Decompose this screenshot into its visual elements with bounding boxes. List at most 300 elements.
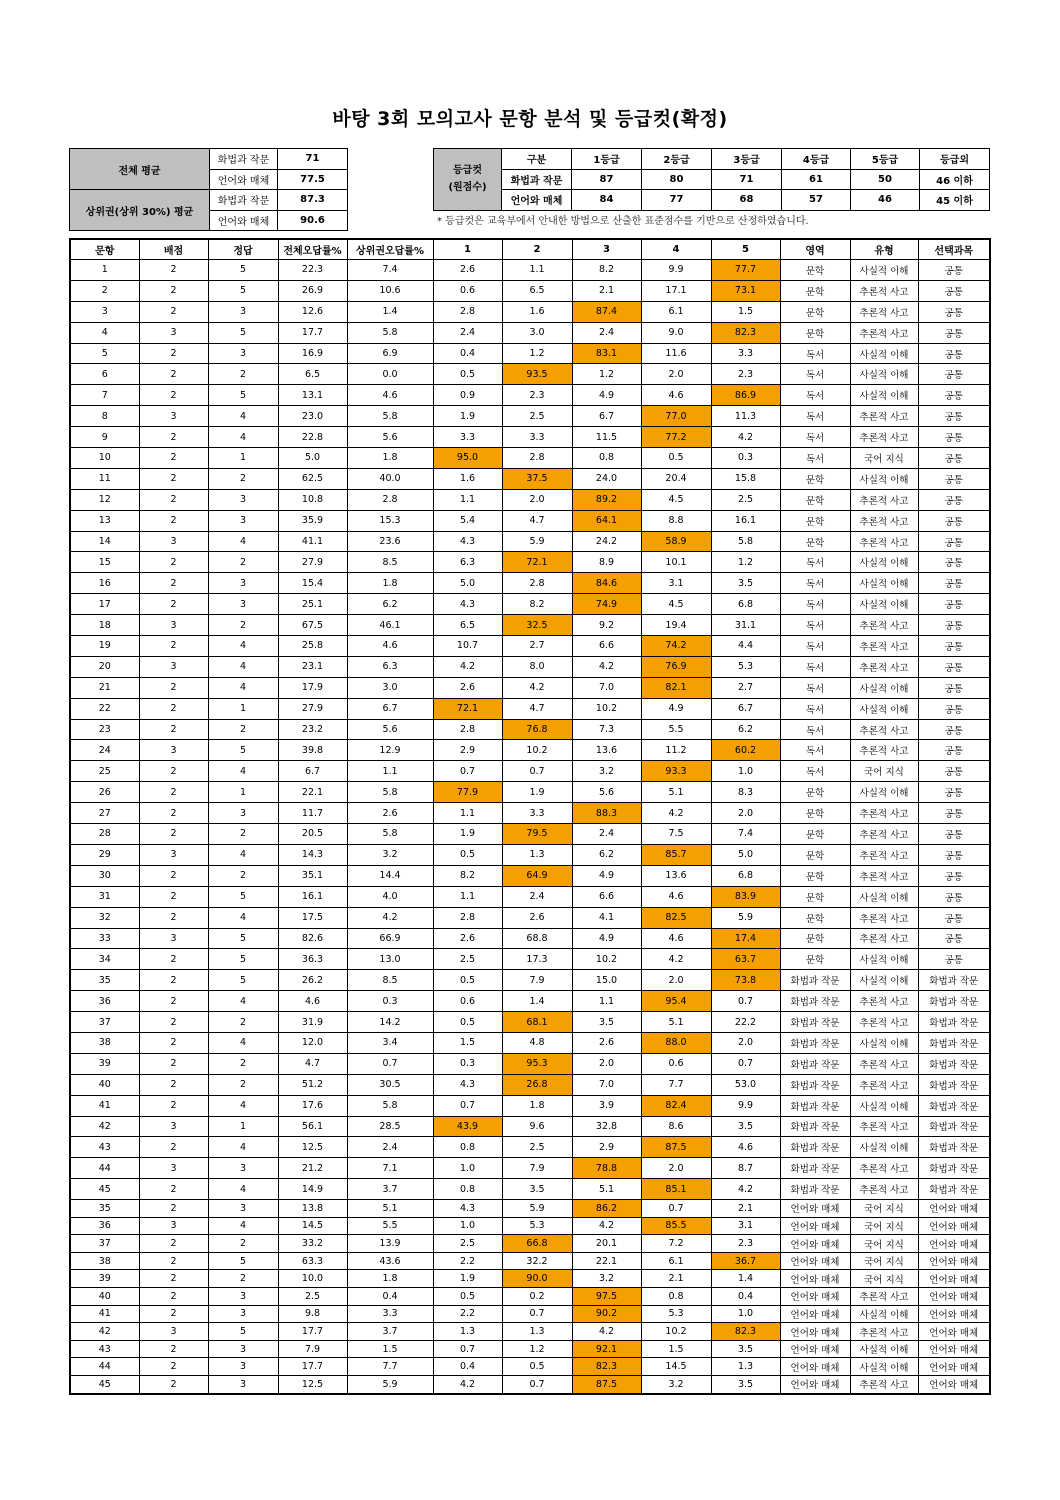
domain: 화법과 작문 [780, 1137, 850, 1158]
top-error-rate: 3.7 [347, 1179, 433, 1200]
top-error-rate: 1.8 [347, 448, 433, 469]
grade-cut-header: 4등급 [782, 149, 851, 170]
item-number: 35 [70, 970, 139, 991]
item-number: 42 [70, 1116, 139, 1137]
choice-3-rate: 90.2 [572, 1305, 641, 1323]
answer: 4 [208, 1137, 278, 1158]
top-error-rate: 4.6 [347, 385, 433, 406]
choice-4-rate: 3.2 [641, 1376, 711, 1394]
answer: 5 [208, 260, 278, 281]
choice-1-rate: 0.3 [433, 1053, 502, 1074]
elective: 공통 [918, 615, 990, 636]
type: 사실적 이해 [850, 343, 918, 364]
elective: 공통 [918, 343, 990, 364]
total-error-rate: 31.9 [278, 1012, 347, 1033]
points: 2 [139, 970, 208, 991]
choice-3-rate: 13.6 [572, 740, 641, 761]
choice-2-rate: 79.5 [502, 824, 572, 845]
top-error-rate: 1.5 [347, 1340, 433, 1358]
answer: 4 [208, 1179, 278, 1200]
choice-4-rate: 77.2 [641, 427, 711, 448]
choice-4-rate: 9.0 [641, 322, 711, 343]
column-header: 유형 [850, 239, 918, 260]
elective: 공통 [918, 782, 990, 803]
table-row [70, 1340, 990, 1358]
item-number: 39 [70, 1053, 139, 1074]
choice-3-rate: 88.3 [572, 803, 641, 824]
top-error-rate: 14.2 [347, 1012, 433, 1033]
answer: 1 [208, 1116, 278, 1137]
choice-3-rate: 3.2 [572, 1270, 641, 1288]
item-number: 28 [70, 824, 139, 845]
choice-1-rate: 5.4 [433, 510, 502, 531]
total-error-rate: 15.4 [278, 573, 347, 594]
domain: 언어와 매체 [780, 1252, 850, 1270]
choice-3-rate: 5.6 [572, 782, 641, 803]
type: 사실적 이해 [850, 886, 918, 907]
average-score-table [69, 148, 348, 231]
answer: 3 [208, 1288, 278, 1306]
points: 2 [139, 260, 208, 281]
overall-average-label: 전체 평균 [70, 149, 210, 190]
item-number: 41 [70, 1095, 139, 1116]
choice-1-rate: 0.7 [433, 1340, 502, 1358]
choice-3-rate: 74.9 [572, 594, 641, 615]
choice-1-rate: 2.2 [433, 1252, 502, 1270]
choice-5-rate: 31.1 [711, 615, 780, 636]
table-row [70, 1158, 990, 1179]
choice-3-rate: 0.8 [572, 448, 641, 469]
choice-2-rate: 32.5 [502, 615, 572, 636]
item-number: 9 [70, 427, 139, 448]
choice-3-rate: 9.2 [572, 615, 641, 636]
choice-4-rate: 58.9 [641, 531, 711, 552]
elective: 언어와 매체 [918, 1358, 990, 1376]
type: 국어 지식 [850, 761, 918, 782]
total-error-rate: 12.0 [278, 1032, 347, 1053]
choice-5-rate: 53.0 [711, 1074, 780, 1095]
elective: 공통 [918, 364, 990, 385]
domain: 독서 [780, 364, 850, 385]
total-error-rate: 22.3 [278, 260, 347, 281]
top-error-rate: 0.3 [347, 991, 433, 1012]
choice-4-rate: 3.1 [641, 573, 711, 594]
points: 2 [139, 1053, 208, 1074]
table-row [70, 573, 990, 594]
type: 사실적 이해 [850, 782, 918, 803]
points: 3 [139, 1323, 208, 1341]
table-row [70, 1053, 990, 1074]
answer: 5 [208, 886, 278, 907]
type: 사실적 이해 [850, 1095, 918, 1116]
choice-4-rate: 7.2 [641, 1235, 711, 1253]
table-row [70, 1032, 990, 1053]
choice-3-rate: 15.0 [572, 970, 641, 991]
choice-3-rate: 8.2 [572, 260, 641, 281]
choice-1-rate: 0.6 [433, 280, 502, 301]
points: 2 [139, 489, 208, 510]
item-number: 30 [70, 865, 139, 886]
domain: 문학 [780, 510, 850, 531]
answer: 2 [208, 1235, 278, 1253]
total-error-rate: 36.3 [278, 949, 347, 970]
item-number: 21 [70, 677, 139, 698]
choice-4-rate: 1.5 [641, 1340, 711, 1358]
points: 2 [139, 1252, 208, 1270]
choice-1-rate: 6.5 [433, 615, 502, 636]
table-row [70, 698, 990, 719]
points: 2 [139, 719, 208, 740]
choice-5-rate: 0.7 [711, 1053, 780, 1074]
table-row [70, 468, 990, 489]
points: 2 [139, 1235, 208, 1253]
choice-2-rate: 3.3 [502, 427, 572, 448]
domain: 독서 [780, 343, 850, 364]
answer: 4 [208, 1095, 278, 1116]
choice-5-rate: 7.4 [711, 824, 780, 845]
elective: 화법과 작문 [918, 991, 990, 1012]
choice-1-rate: 2.8 [433, 719, 502, 740]
choice-3-rate: 3.5 [572, 1012, 641, 1033]
total-error-rate: 17.6 [278, 1095, 347, 1116]
domain: 화법과 작문 [780, 991, 850, 1012]
choice-5-rate: 1.0 [711, 1305, 780, 1323]
type: 국어 지식 [850, 448, 918, 469]
choice-1-rate: 0.5 [433, 970, 502, 991]
choice-3-rate: 7.3 [572, 719, 641, 740]
item-number: 40 [70, 1288, 139, 1306]
choice-5-rate: 8.7 [711, 1158, 780, 1179]
top-error-rate: 5.1 [347, 1200, 433, 1218]
type: 사실적 이해 [850, 594, 918, 615]
choice-4-rate: 0.7 [641, 1200, 711, 1218]
domain: 화법과 작문 [780, 1095, 850, 1116]
answer: 1 [208, 448, 278, 469]
choice-2-rate: 6.5 [502, 280, 572, 301]
top-error-rate: 2.4 [347, 1137, 433, 1158]
points: 2 [139, 698, 208, 719]
item-number: 5 [70, 343, 139, 364]
choice-1-rate: 1.1 [433, 489, 502, 510]
points: 2 [139, 1179, 208, 1200]
choice-3-rate: 87.4 [572, 301, 641, 322]
average-value: 90.6 [278, 210, 348, 231]
type: 추론적 사고 [850, 1074, 918, 1095]
answer: 3 [208, 1305, 278, 1323]
table-row [70, 740, 990, 761]
type: 사실적 이해 [850, 1137, 918, 1158]
type: 국어 지식 [850, 1252, 918, 1270]
item-analysis-table [69, 238, 991, 1395]
table-row [70, 1179, 990, 1200]
top-error-rate: 5.9 [347, 1376, 433, 1394]
top-error-rate: 0.4 [347, 1288, 433, 1306]
total-error-rate: 17.7 [278, 322, 347, 343]
choice-1-rate: 0.9 [433, 385, 502, 406]
answer: 5 [208, 280, 278, 301]
choice-1-rate: 2.6 [433, 928, 502, 949]
elective: 공통 [918, 322, 990, 343]
average-value: 87.3 [278, 190, 348, 211]
top-error-rate: 5.6 [347, 427, 433, 448]
choice-1-rate: 0.5 [433, 844, 502, 865]
type: 국어 지식 [850, 1235, 918, 1253]
answer: 4 [208, 406, 278, 427]
domain: 언어와 매체 [780, 1270, 850, 1288]
choice-2-rate: 9.6 [502, 1116, 572, 1137]
answer: 3 [208, 1340, 278, 1358]
answer: 4 [208, 1217, 278, 1235]
elective: 언어와 매체 [918, 1270, 990, 1288]
domain: 문학 [780, 907, 850, 928]
table-row [70, 1288, 990, 1306]
choice-5-rate: 6.2 [711, 719, 780, 740]
table-row [70, 803, 990, 824]
choice-4-rate: 74.2 [641, 636, 711, 657]
total-error-rate: 9.8 [278, 1305, 347, 1323]
choice-1-rate: 0.8 [433, 1137, 502, 1158]
domain: 독서 [780, 594, 850, 615]
points: 3 [139, 1116, 208, 1137]
choice-1-rate: 4.2 [433, 656, 502, 677]
answer: 3 [208, 301, 278, 322]
points: 3 [139, 1217, 208, 1235]
type: 추론적 사고 [850, 1012, 918, 1033]
choice-5-rate: 0.7 [711, 991, 780, 1012]
points: 2 [139, 1032, 208, 1053]
average-value: 71 [278, 149, 348, 170]
table-row [70, 636, 990, 657]
choice-3-rate: 78.8 [572, 1158, 641, 1179]
table-row [70, 677, 990, 698]
choice-3-rate: 5.1 [572, 1179, 641, 1200]
choice-1-rate: 1.9 [433, 1270, 502, 1288]
answer: 2 [208, 615, 278, 636]
answer: 2 [208, 865, 278, 886]
points: 2 [139, 1376, 208, 1394]
choice-1-rate: 1.9 [433, 824, 502, 845]
answer: 4 [208, 427, 278, 448]
elective: 공통 [918, 761, 990, 782]
choice-4-rate: 5.1 [641, 1012, 711, 1033]
item-number: 29 [70, 844, 139, 865]
choice-5-rate: 36.7 [711, 1252, 780, 1270]
column-header: 4 [641, 239, 711, 260]
choice-5-rate: 8.3 [711, 782, 780, 803]
choice-2-rate: 1.4 [502, 991, 572, 1012]
domain: 독서 [780, 719, 850, 740]
table-row [70, 761, 990, 782]
item-number: 2 [70, 280, 139, 301]
points: 2 [139, 1074, 208, 1095]
grade-cut-value: 57 [782, 190, 851, 211]
top-error-rate: 66.9 [347, 928, 433, 949]
type: 추론적 사고 [850, 406, 918, 427]
type: 추론적 사고 [850, 719, 918, 740]
choice-3-rate: 6.7 [572, 406, 641, 427]
choice-1-rate: 2.5 [433, 1235, 502, 1253]
top-error-rate: 14.4 [347, 865, 433, 886]
top-error-rate: 1.8 [347, 1270, 433, 1288]
top-error-rate: 28.5 [347, 1116, 433, 1137]
domain: 화법과 작문 [780, 1032, 850, 1053]
elective: 언어와 매체 [918, 1288, 990, 1306]
points: 2 [139, 886, 208, 907]
choice-4-rate: 4.5 [641, 489, 711, 510]
table-row [70, 385, 990, 406]
domain: 문학 [780, 260, 850, 281]
item-number: 16 [70, 573, 139, 594]
choice-3-rate: 4.9 [572, 385, 641, 406]
top-error-rate: 4.6 [347, 636, 433, 657]
domain: 독서 [780, 385, 850, 406]
choice-3-rate: 2.6 [572, 1032, 641, 1053]
choice-2-rate: 1.1 [502, 260, 572, 281]
total-error-rate: 17.7 [278, 1323, 347, 1341]
choice-3-rate: 2.4 [572, 824, 641, 845]
answer: 4 [208, 636, 278, 657]
average-subject: 화법과 작문 [210, 149, 278, 170]
points: 2 [139, 803, 208, 824]
points: 3 [139, 656, 208, 677]
total-error-rate: 23.1 [278, 656, 347, 677]
item-number: 19 [70, 636, 139, 657]
top-error-rate: 7.4 [347, 260, 433, 281]
table-row [70, 1305, 990, 1323]
choice-1-rate: 0.8 [433, 1179, 502, 1200]
choice-3-rate: 8.9 [572, 552, 641, 573]
table-row [70, 427, 990, 448]
elective: 화법과 작문 [918, 1158, 990, 1179]
type: 추론적 사고 [850, 1323, 918, 1341]
choice-3-rate: 3.9 [572, 1095, 641, 1116]
table-row [70, 1270, 990, 1288]
page-title: 바탕 3회 모의고사 문항 분석 및 등급컷(확정) [332, 108, 728, 130]
total-error-rate: 41.1 [278, 531, 347, 552]
choice-1-rate: 0.6 [433, 991, 502, 1012]
choice-2-rate: 0.7 [502, 1305, 572, 1323]
choice-4-rate: 4.5 [641, 594, 711, 615]
type: 추론적 사고 [850, 427, 918, 448]
elective: 언어와 매체 [918, 1340, 990, 1358]
choice-1-rate: 1.3 [433, 1323, 502, 1341]
choice-2-rate: 1.6 [502, 301, 572, 322]
choice-5-rate: 2.0 [711, 1032, 780, 1053]
type: 추론적 사고 [850, 322, 918, 343]
item-number: 8 [70, 406, 139, 427]
choice-5-rate: 2.0 [711, 803, 780, 824]
choice-5-rate: 3.5 [711, 1376, 780, 1394]
total-error-rate: 7.9 [278, 1340, 347, 1358]
choice-4-rate: 85.7 [641, 844, 711, 865]
grade-cut-header: 3등급 [712, 149, 782, 170]
choice-4-rate: 11.2 [641, 740, 711, 761]
points: 2 [139, 1358, 208, 1376]
choice-3-rate: 64.1 [572, 510, 641, 531]
choice-5-rate: 3.1 [711, 1217, 780, 1235]
choice-4-rate: 5.3 [641, 1305, 711, 1323]
choice-3-rate: 2.4 [572, 322, 641, 343]
item-number: 41 [70, 1305, 139, 1323]
domain: 문학 [780, 928, 850, 949]
item-number: 38 [70, 1032, 139, 1053]
answer: 4 [208, 844, 278, 865]
choice-2-rate: 2.0 [502, 489, 572, 510]
choice-4-rate: 82.4 [641, 1095, 711, 1116]
points: 2 [139, 594, 208, 615]
choice-3-rate: 82.3 [572, 1358, 641, 1376]
item-number: 37 [70, 1235, 139, 1253]
grade-cut-header: 2등급 [642, 149, 712, 170]
column-header: 상위권오답률% [347, 239, 433, 260]
domain: 화법과 작문 [780, 1158, 850, 1179]
choice-5-rate: 60.2 [711, 740, 780, 761]
choice-5-rate: 4.2 [711, 1179, 780, 1200]
answer: 2 [208, 824, 278, 845]
total-error-rate: 17.5 [278, 907, 347, 928]
top-error-rate: 23.6 [347, 531, 433, 552]
choice-4-rate: 4.6 [641, 928, 711, 949]
table-row [70, 510, 990, 531]
answer: 4 [208, 656, 278, 677]
choice-1-rate: 1.0 [433, 1217, 502, 1235]
choice-3-rate: 4.2 [572, 656, 641, 677]
choice-1-rate: 2.5 [433, 949, 502, 970]
domain: 언어와 매체 [780, 1340, 850, 1358]
total-error-rate: 35.1 [278, 865, 347, 886]
choice-4-rate: 0.8 [641, 1288, 711, 1306]
choice-3-rate: 4.2 [572, 1217, 641, 1235]
elective: 공통 [918, 698, 990, 719]
choice-5-rate: 6.8 [711, 865, 780, 886]
choice-2-rate: 32.2 [502, 1252, 572, 1270]
elective: 화법과 작문 [918, 1179, 990, 1200]
answer: 2 [208, 1053, 278, 1074]
points: 2 [139, 1270, 208, 1288]
choice-4-rate: 6.1 [641, 1252, 711, 1270]
type: 추론적 사고 [850, 510, 918, 531]
choice-5-rate: 1.0 [711, 761, 780, 782]
table-row [70, 1252, 990, 1270]
item-number: 1 [70, 260, 139, 281]
table-row [70, 886, 990, 907]
elective: 언어와 매체 [918, 1376, 990, 1394]
choice-4-rate: 20.4 [641, 468, 711, 489]
domain: 독서 [780, 761, 850, 782]
choice-2-rate: 8.2 [502, 594, 572, 615]
answer: 3 [208, 803, 278, 824]
points: 2 [139, 468, 208, 489]
choice-3-rate: 7.0 [572, 1074, 641, 1095]
item-number: 20 [70, 656, 139, 677]
domain: 화법과 작문 [780, 1179, 850, 1200]
elective: 언어와 매체 [918, 1323, 990, 1341]
top-error-rate: 8.5 [347, 970, 433, 991]
choice-3-rate: 2.1 [572, 280, 641, 301]
elective: 언어와 매체 [918, 1305, 990, 1323]
top-error-rate: 5.8 [347, 782, 433, 803]
points: 2 [139, 385, 208, 406]
elective: 화법과 작문 [918, 1095, 990, 1116]
choice-2-rate: 2.6 [502, 907, 572, 928]
choice-1-rate: 1.9 [433, 406, 502, 427]
total-error-rate: 21.2 [278, 1158, 347, 1179]
grade-cut-subject: 화법과 작문 [502, 169, 572, 190]
item-number: 37 [70, 1012, 139, 1033]
elective: 공통 [918, 865, 990, 886]
total-error-rate: 39.8 [278, 740, 347, 761]
type: 사실적 이해 [850, 677, 918, 698]
